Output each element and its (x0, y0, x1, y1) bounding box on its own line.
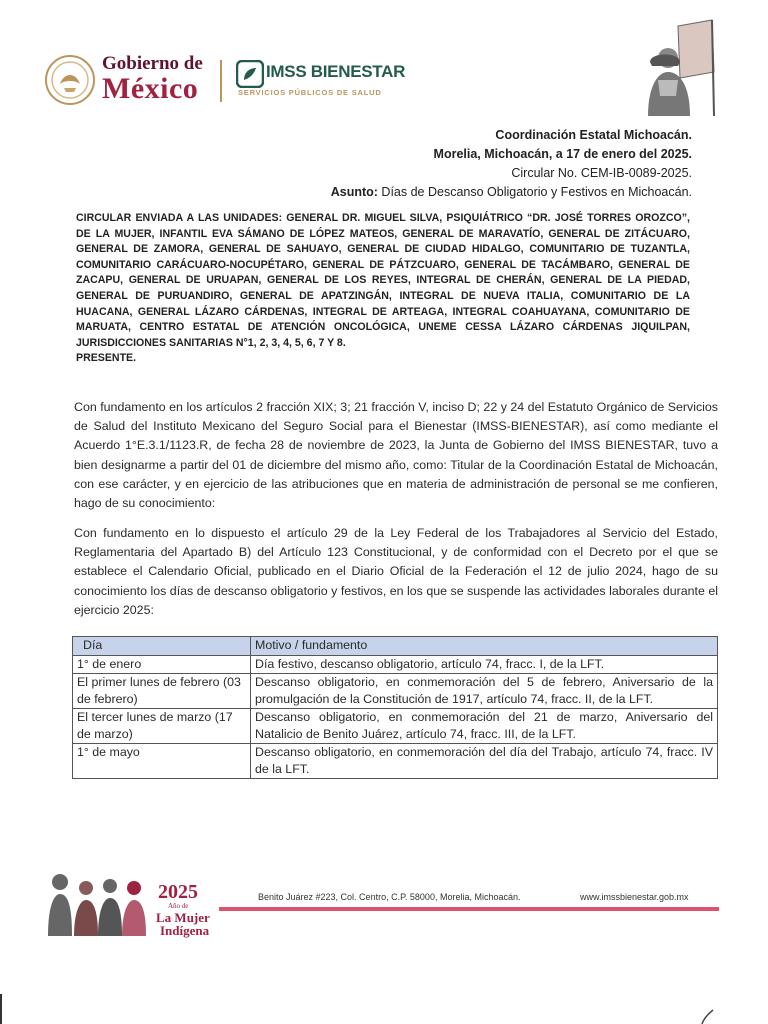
cell-reason: Día festivo, descanso obligatorio, artículo 74, fracc. I, de la LFT. (251, 656, 718, 674)
indigenous-women-illustration-icon (44, 866, 154, 936)
place-date: Morelia, Michoacán, a 17 de enero del 2025. (433, 147, 692, 161)
footer-address: Benito Juárez #223, Col. Centro, C.P. 58000, Morelia, Michoacán. (258, 892, 521, 902)
imss-bienestar-subtitle: SERVICIOS PÚBLICOS DE SALUD (238, 88, 382, 97)
subject-label: Asunto: (330, 185, 378, 199)
year-subtitle: Año de (168, 902, 189, 910)
cell-day: El tercer lunes de marzo (17 de marzo) (73, 709, 251, 744)
coordination-name: Coordinación Estatal Michoacán. (495, 128, 692, 142)
footer-website: www.imssbienestar.gob.mx (580, 892, 689, 902)
gobierno-line1: Gobierno de (102, 53, 203, 74)
imss-bienestar-name: IMSS BIENESTAR (266, 62, 406, 81)
cell-day: 1° de mayo (73, 744, 251, 779)
gobierno-logo-text (102, 54, 203, 104)
cell-reason: Descanso obligatorio, en conmemoración del 5 de febrero, Aniversario de la promulgación de la Constitución de 1917, artículo 74, fracc. II, de la LFT. (251, 674, 718, 709)
paragraph-legal-basis: Con fundamento en los artículos 2 fracción XIX; 3; 21 fracción V, inciso D; 22 y 24 del Estatuto Orgánico de Servicios de Salud del Instituto Mexicano del Seguro Social para el Bienestar (IMSS-BIENESTAR), así como mediante el Acuerdo 1°E.3.1/1123.R, de fecha 28 de noviembre de 2023, la Junta de Gobierno del IMSS BIENESTAR, tuvo a bien designarme a partir del 01 de diciembre del mismo año, como: Titular de la Coordinación Estatal de Michoacán, con ese carácter, y en ejercicio de las atribuciones que en materia de administración de personal se me confieren, hago de su conocimiento: (74, 400, 718, 511)
corner-scribble-icon (700, 1008, 714, 1024)
footer-divider-line (219, 907, 719, 911)
holidays-table (72, 636, 718, 779)
recipients-block (76, 211, 690, 367)
header-reason: Motivo / fundamento (251, 637, 718, 656)
presente-label: PRESENTE. (76, 352, 137, 365)
paragraph-calendar: Con fundamento en lo dispuesto el artículo 29 de la Ley Federal de los Trabajadores al Servicio del Estado, Reglamentaria del Apartado B) del Artículo 123 Constitucional, y de conformidad con el Decreto por el que se establece el Calendario Oficial, publicado en el Diario Oficial de la Federación el 12 de julio 2024, hago de su conocimiento los días de descanso obligatorio y festivos, en los que se suspende las actividades laborales durante el ejercicio 2025: (74, 526, 718, 617)
gobierno-line2: México (102, 72, 199, 105)
table-row (73, 709, 718, 744)
year-motto-line2: Indígena (160, 923, 210, 938)
table-header-row (73, 637, 718, 656)
table-row (73, 656, 718, 674)
year-motto-line1: La Mujer (156, 910, 210, 925)
letter-heading (331, 126, 692, 202)
cell-day: 1° de enero (73, 656, 251, 674)
logo-divider (220, 60, 222, 102)
cell-day: El primer lunes de febrero (03 de febrero) (73, 674, 251, 709)
heroine-flag-illustration-icon (620, 16, 716, 120)
subject-line (331, 183, 692, 202)
cell-reason: Descanso obligatorio, en conmemoración del día del Trabajo, artículo 74, fracc. IV de la LFT. (251, 744, 718, 779)
table-row (73, 744, 718, 779)
year-mark: 2025 (158, 881, 198, 903)
header-day: Día (73, 637, 251, 656)
recipients-text: CIRCULAR ENVIADA A LAS UNIDADES: GENERAL DR. MIGUEL SILVA, PSIQUIÁTRICO “DR. JOSÉ TORRES OROZCO”, DE LA MUJER, INFANTIL EVA SÁMANO DE LÓPEZ MATEOS, GENERAL DE MARAVATÍO, GENERAL DE ZITÁCUARO, GENERAL DE ZAMORA, GENERAL DE SAHUAYO, GENERAL DE CIUDAD HIDALGO, COMUNITARIO DE TUZANTLA, COMUNITARIO CARÁCUARO-NOCUPÉTARO, GENERAL DE PÁTZCUARO, GENERAL DE TACÁMBARO, GENERAL DE ZACAPU, GENERAL DE URUAPAN, GENERAL DE LOS REYES, INTEGRAL DE CHERÁN, GENERAL DE LA PIEDAD, GENERAL DE PURUANDIRO, GENERAL DE APATZINGÁN, INTEGRAL DE NUEVA ITALIA, COMUNITARIO DE LA HUACANA, GENERAL LÁZARO CÁRDENAS, INTEGRAL DE ARTEAGA, INTEGRAL COAHUAYANA, COMUNITARIO DE MARUATA, CENTRO ESTATAL DE ATENCIÓN ONCOLÓGICA, UNEME CESSA LÁZARO CÁRDENAS JIQUILPAN, JURISDICCIONES SANITARIAS N°1, 2, 3, 4, 5, 6, 7 Y 8. (76, 212, 690, 349)
scan-edge-mark (0, 994, 2, 1024)
circular-number: Circular No. CEM-IB-0089-2025. (511, 166, 692, 180)
table-row (73, 674, 718, 709)
imss-bienestar-icon (236, 60, 264, 88)
subject-text: Días de Descanso Obligatorio y Festivos en Michoacán. (377, 185, 692, 199)
national-seal-icon (44, 54, 96, 106)
cell-reason: Descanso obligatorio, en conmemoración del 21 de marzo, Aniversario del Natalicio de Benito Juárez, artículo 74, fracc. III, de la LFT. (251, 709, 718, 744)
